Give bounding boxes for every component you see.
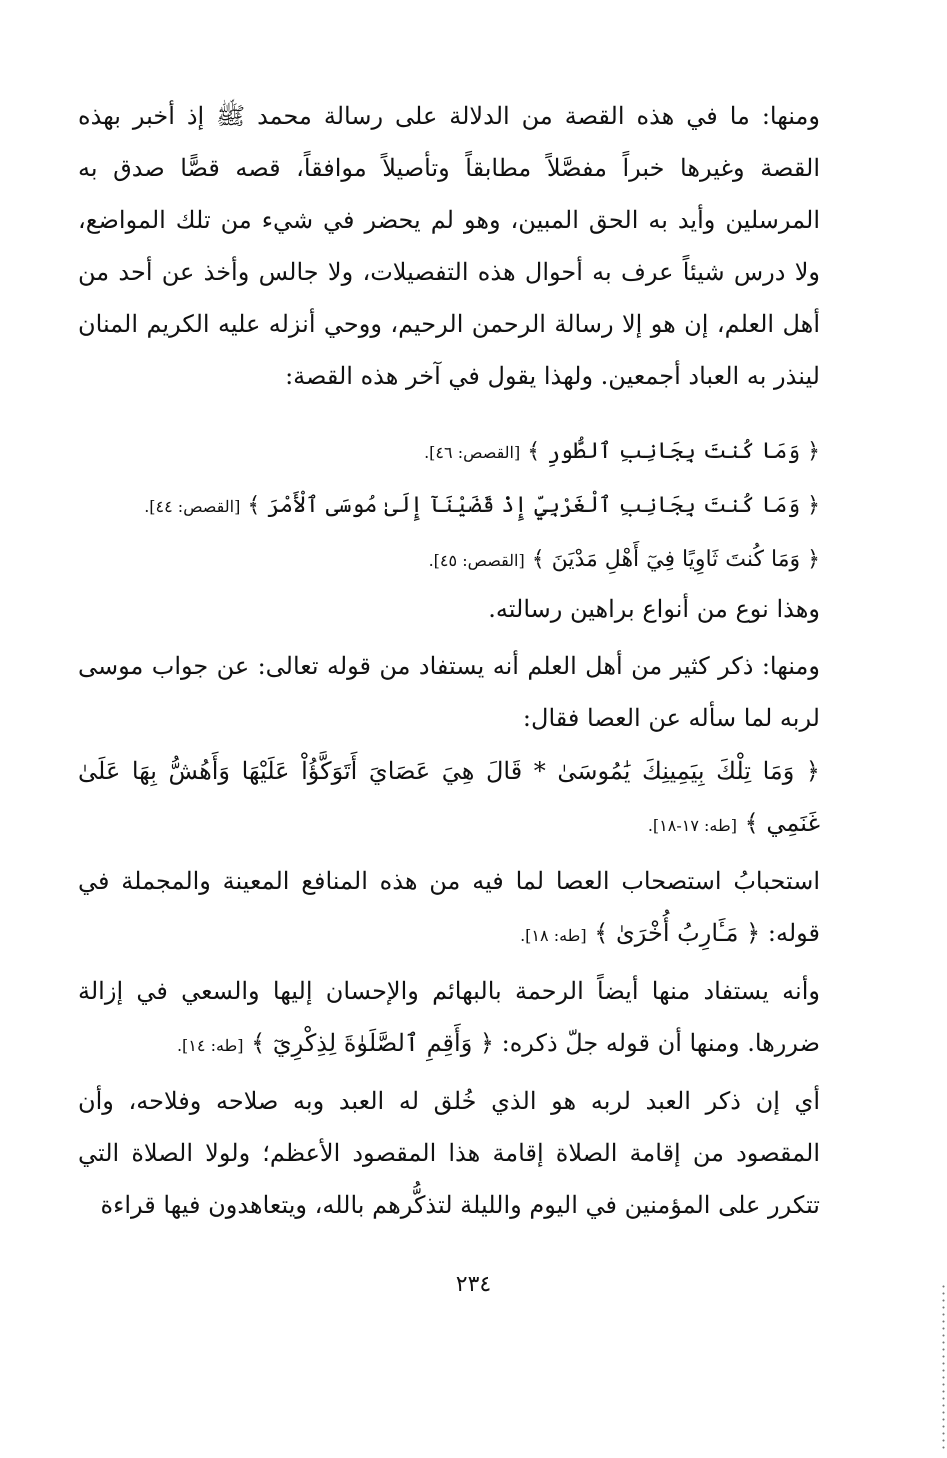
quran-verse: ﴿ مَـَٔارِبُ أُخْرَىٰ ﴾ <box>594 919 761 947</box>
quran-verse: ﴿ وَأَقِمِ ٱلصَّلَوٰةَ لِذِكْرِيٓ ﴾ <box>251 1029 494 1057</box>
verse-line-3 <box>120 533 820 587</box>
paragraph-6-content <box>78 965 820 1072</box>
scan-edge-dots <box>942 1283 945 1453</box>
verse-group <box>120 425 820 587</box>
verse-text: ﴿ وَمَا كُنتَ ثَاوِيًا فِيٓ أَهْلِ مَدْيَنَ ﴾ <box>531 547 820 572</box>
paragraph-5-content <box>78 855 820 962</box>
verse-line-2 <box>120 479 820 533</box>
verse-reference: [القصص: ٤٦]. <box>424 443 521 462</box>
quran-verse: ﴿ وَمَا تِلْكَ بِيَمِينِكَ يَٰمُوسَىٰ * قَالَ هِيَ عَصَايَ أَتَوَكَّؤُاْ عَلَيْهَا وَأَهُشُّ بِهَا عَلَىٰ غَنَمِي ﴾ <box>78 757 820 837</box>
paragraph-2-text: وهذا نوع من أنواع براهين رسالته. <box>488 595 820 623</box>
paragraph-1 <box>78 90 820 402</box>
paragraph-7 <box>78 1075 820 1231</box>
verse-reference: [القصص: ٤٥]. <box>428 551 525 570</box>
paragraph-5-text: استحبابُ استصحاب العصا لما فيه من هذه المنافع المعينة والمجملة في قوله: <box>78 867 820 947</box>
page-number: ٢٣٤ <box>455 1272 492 1297</box>
paragraph-4-content <box>78 745 820 852</box>
verse-text: ﴿ وَمَا كُنتَ بِجَانِبِ ٱلطُّورِ ﴾ <box>527 439 820 464</box>
verse-reference: [طه: ١٤]. <box>176 1036 244 1055</box>
verse-reference: [القصص: ٤٤]. <box>144 497 241 516</box>
paragraph-7-text: أي إن ذكر العبد لربه هو الذي خُلق له العبد وبه صلاحه وفلاحه، وأن المقصود من إقامة الصلاة إقامة هذا المقصود الأعظم؛ ولولا الصلاة التي تتكرر على المؤمنين في اليوم والليلة لتذكُّرهم بالله، ويتعاهدون فيها قراءة <box>78 1087 821 1219</box>
paragraph-4 <box>78 745 820 852</box>
paragraph-5 <box>78 855 820 962</box>
verse-reference: [طه: ١٧-١٨]. <box>647 816 737 835</box>
verse-text: ﴿ وَمَا كُنتَ بِجَانِبِ ٱلْغَرْبِيِّ إِذْ قَضَيْنَآ إِلَىٰ مُوسَى ٱلْأَمْرَ ﴾ <box>247 493 820 518</box>
paragraph-3 <box>78 640 820 744</box>
paragraph-2 <box>78 583 820 635</box>
verse-reference: [طه: ١٨]. <box>520 926 587 945</box>
verse-line-1 <box>120 425 820 479</box>
paragraph-6 <box>78 965 820 1072</box>
paragraph-6-text: وأنه يستفاد منها أيضاً الرحمة بالبهائم والإحسان إليها والسعي في إزالة ضررها. ومنها أن قوله جلّ ذكره: <box>78 977 820 1057</box>
paragraph-3-text: ومنها: ذكر كثير من أهل العلم أنه يستفاد من قوله تعالى: عن جواب موسى لربه لما سأله عن العصا فقال: <box>78 652 820 732</box>
paragraph-1-text: ومنها: ما في هذه القصة من الدلالة على رسالة محمد ﷺ إذ أخبر بهذه القصة وغيرها خبراً مفصَّلاً مطابقاً وتأصيلاً موافقاً، قصه قصًّا صدق به المرسلين وأيد به الحق المبين، وهو لم يحضر في شيء من تلك المواضع، ولا درس شيئاً عرف به أحوال هذه التفصيلات، ولا جالس وأخذ عن أحد من أهل العلم، إن هو إلا رسالة الرحمن الرحيم، ووحي أنزله عليه الكريم المنان لينذر به العباد أجمعين. ولهذا يقول في آخر هذه القصة: <box>78 102 820 390</box>
